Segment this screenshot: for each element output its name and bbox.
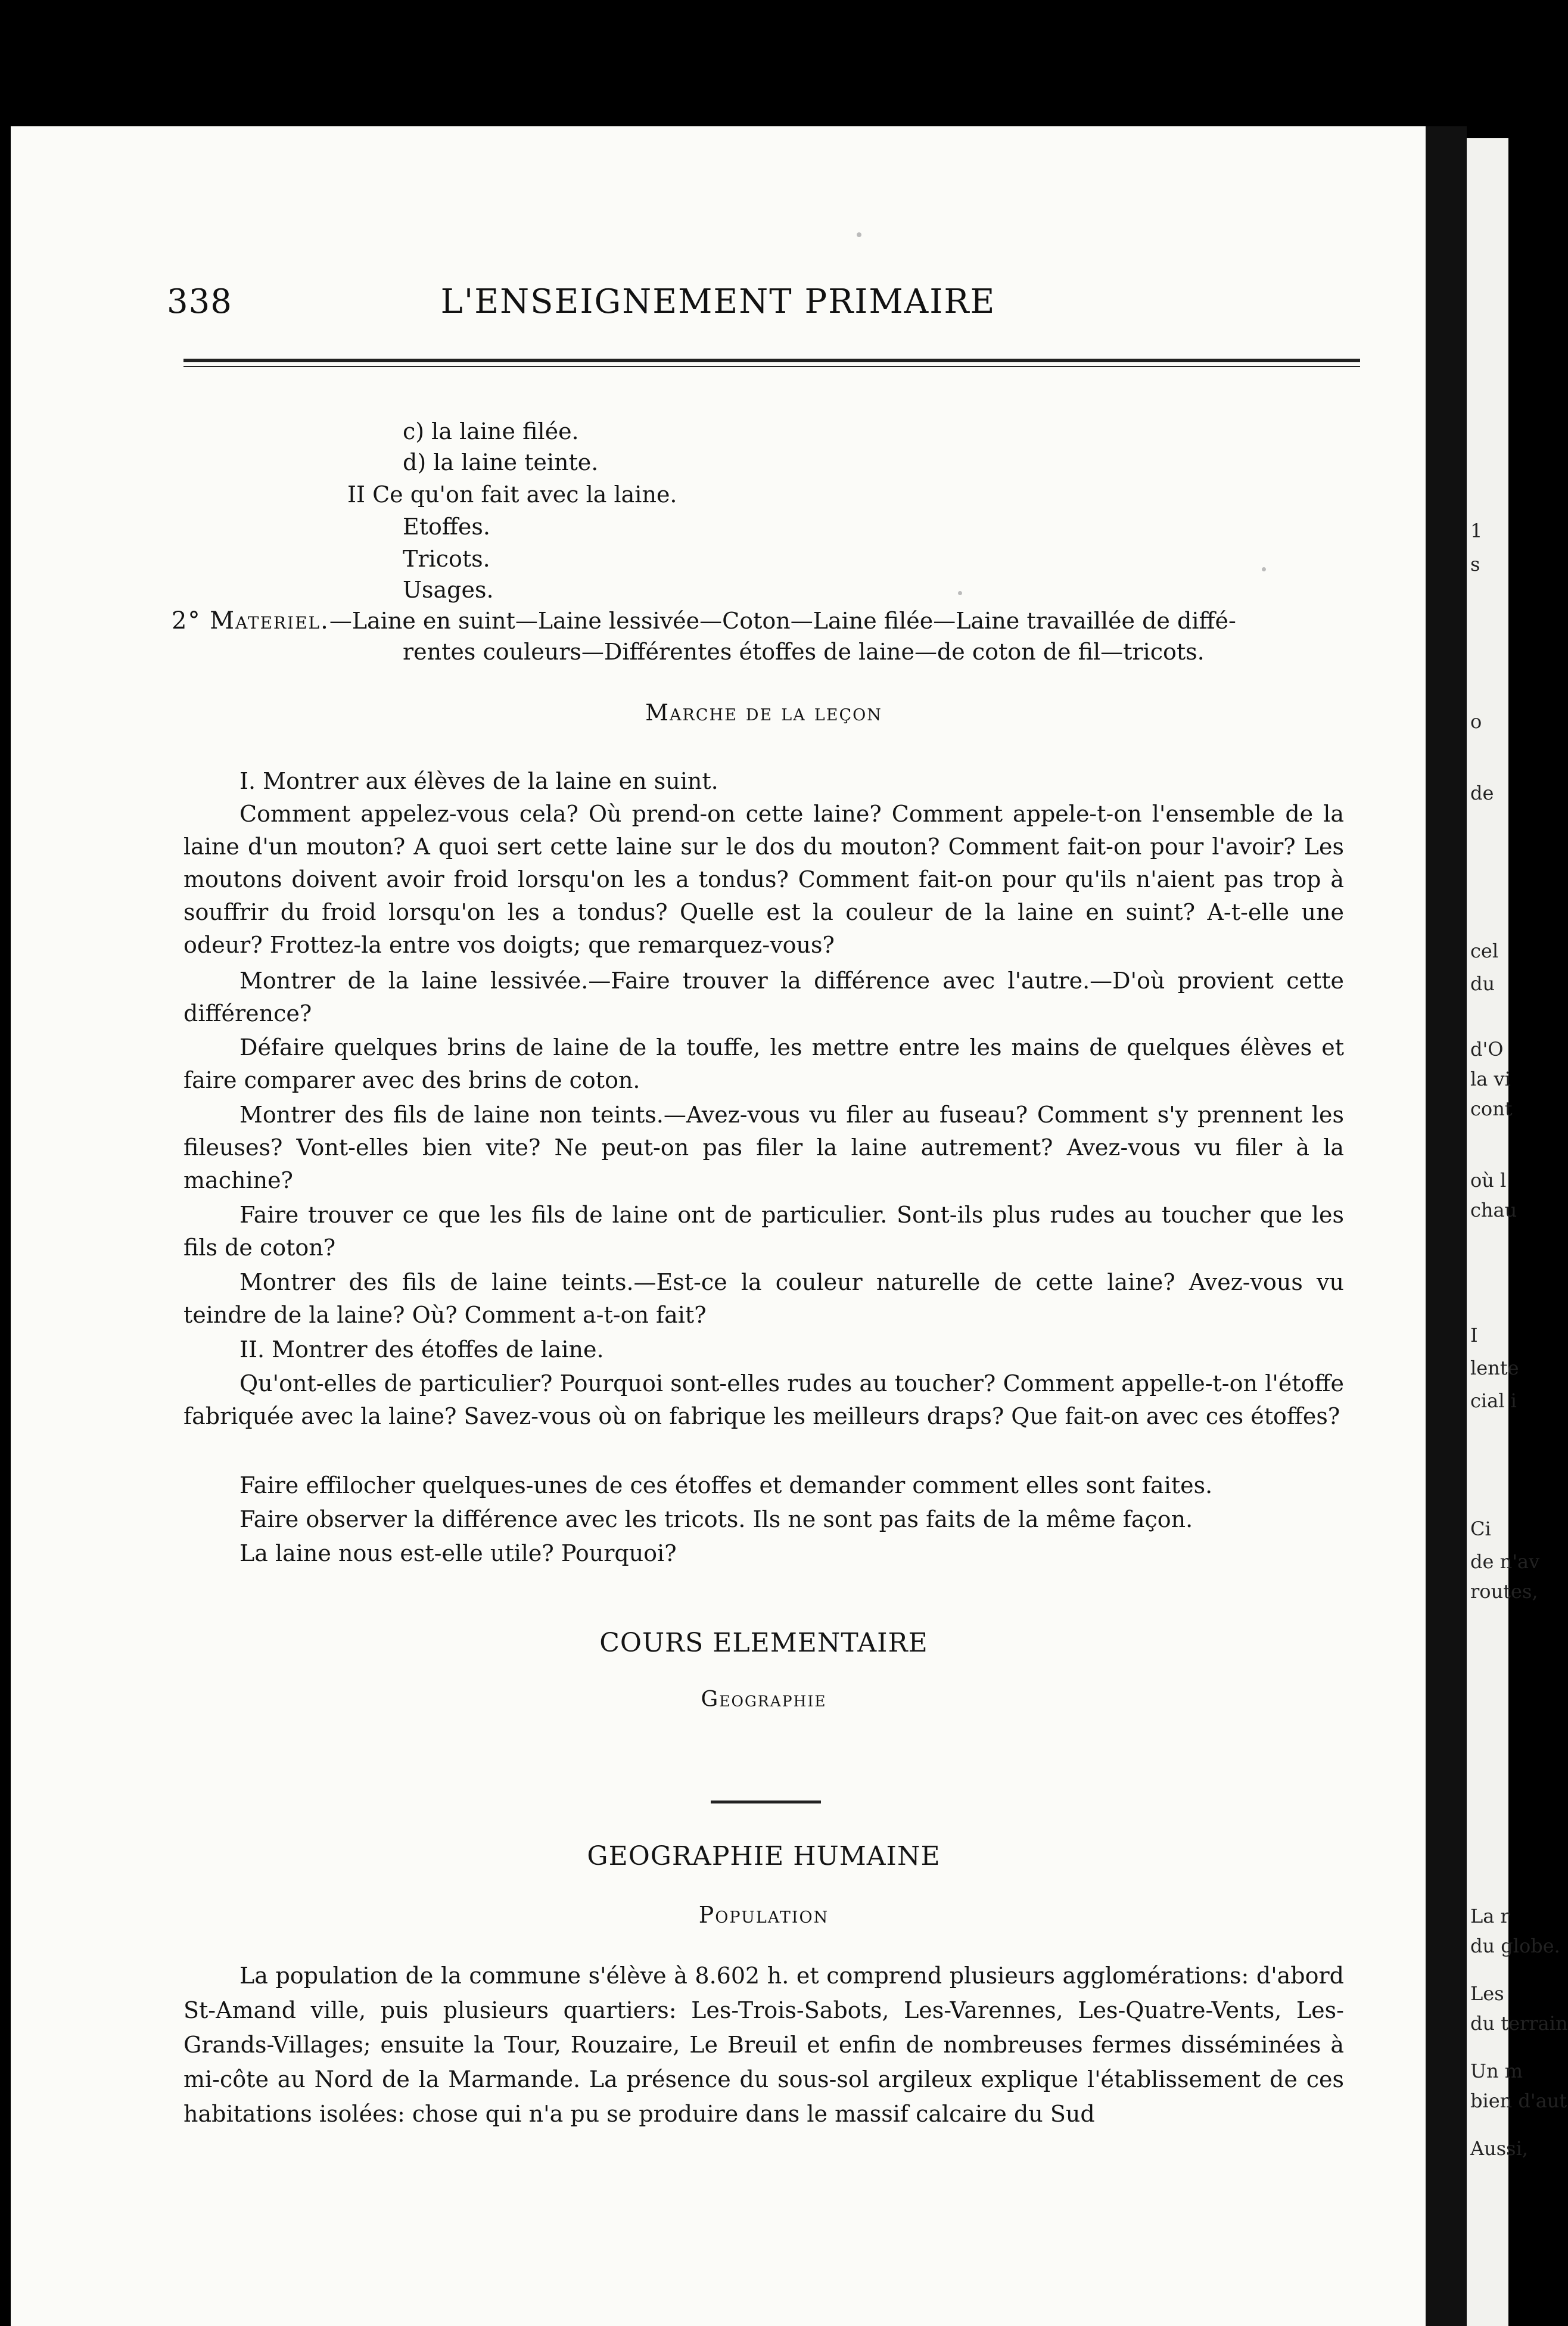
page-number: 338 [167,282,232,321]
speck [857,232,861,237]
right-page-fragment: La r [1470,1905,1510,1927]
right-page-fragment: de [1470,782,1494,804]
book-page-right-edge [1467,138,1568,2326]
right-page-fragment: 1 [1470,520,1483,542]
outline-sub-usages: Usages. [403,577,494,603]
outline-item-d: d) la laine teinte. [403,449,599,475]
speck [958,591,962,595]
right-page-fragment: où l [1470,1169,1507,1192]
lesson-paragraph: Comment appelez-vous cela? Où prend-on cette laine? Comment appele-t-on l'ensemble de la laine d'un mouton? A quoi sert cette laine sur le dos du mouton? Comment fait-on pour l'avoir? Les moutons doivent avoir froid lorsqu'on les a tondus? Comment fait-on pour qu'ils n'aient pas trop à souffrir du froid lorsqu'on les a tondus? Quelle est la couleur de la laine en suint? A-t-elle une odeur? Frottez-la entre vos doigts; que remarquez-vous? [183,801,1344,958]
outline-sub-etoffes: Etoffes. [403,514,490,540]
materiel-label: 2° Materiel. [172,607,329,635]
right-page-fragment: chau [1470,1199,1517,1221]
outline-item-c: c) la laine filée. [403,418,579,444]
lesson-paragraph: Montrer de la laine lessivée.—Faire trouver la différence avec l'autre.—D'où provient cette différence? [183,968,1344,1027]
right-page-fragment: lente [1470,1357,1519,1379]
right-page-fragment: du terrain [1470,2012,1568,2035]
book-page-left [11,126,1426,2326]
right-page-fragment: Ci [1470,1518,1491,1540]
right-page-fragment: cont [1470,1097,1513,1120]
right-page-fragment: cial i [1470,1389,1517,1412]
materiel-line-1: —Laine en suint—Laine lessivée—Coton—Laine filée—Laine travaillée de diffé- [329,608,1236,634]
right-page-fragment: Un m [1470,2060,1523,2082]
right-page-fragment: o [1470,710,1482,733]
right-page-fragment: Les [1470,1982,1504,2005]
header-rule-bottom [183,366,1360,367]
right-page-fragment: Aussi, [1470,2137,1528,2160]
lesson-heading: Marche de la leçon [645,699,882,726]
speck [1262,567,1266,571]
right-page-fragment: la vi [1470,1068,1511,1090]
lesson-paragraph: Faire trouver ce que les fils de laine ont de particulier. Sont-ils plus rudes au toucher que les fils de coton? [183,1202,1344,1261]
lesson-paragraph: I. Montrer aux élèves de la laine en suint. [239,768,718,794]
header-rule-top [183,359,1360,362]
lesson-paragraph: Faire observer la différence avec les tricots. Ils ne sont pas faits de la même façon. [239,1506,1193,1532]
running-title: L'ENSEIGNEMENT PRIMAIRE [440,282,996,321]
right-page-fragment: de n'av [1470,1550,1540,1573]
outline-sub-tricots: Tricots. [403,546,490,572]
outline-section-ii: II Ce qu'on fait avec la laine. [347,481,677,508]
lesson-paragraph: Montrer des fils de laine teints.—Est-ce la couleur naturelle de cette laine? Avez-vous vu teindre de la laine? Où? Comment a-t-on fait? [183,1269,1344,1328]
right-page-fragment: cel [1470,940,1499,962]
right-page-fragment: s [1470,553,1480,576]
right-page-fragment: bien d'aut [1470,2089,1567,2112]
right-page-fragment: I [1470,1324,1478,1347]
lesson-paragraph: II. Montrer des étoffes de laine. [239,1336,604,1363]
lesson-paragraph: La laine nous est-elle utile? Pourquoi? [239,1540,677,1566]
lesson-paragraph: Faire effilocher quelques-unes de ces étoffes et demander comment elles sont faites. [239,1472,1213,1498]
lesson-paragraph: Défaire quelques brins de laine de la touffe, les mettre entre les mains de quelques élèves et faire comparer avec des brins de coton. [183,1034,1344,1093]
right-page-fragment: du globe. [1470,1935,1560,1957]
cours-subject: Geographie [701,1687,827,1712]
geo-subtitle: Population [698,1902,829,1928]
materiel-line-2: rentes couleurs—Différentes étoffes de laine—de coton de fil—tricots. [403,639,1205,665]
right-page-fragment: du [1470,972,1495,995]
cours-title: COURS ELEMENTAIRE [599,1628,928,1658]
geo-paragraph: La population de la commune s'élève à 8.602 h. et comprend plusieurs agglomérations: d'abord St-Amand ville, puis plusieurs quartiers: Les-Trois-Sabots, Les-Varennes, Les-Quatre-Vents, Les-Grands-Villages; ensuite la Tour, Rouzaire, Le Breuil et enfin de nombreuses fermes disséminées à mi-côte au Nord de la Marmande. La présence du sous-sol argileux explique l'établissement de ces habitations isolées: chose qui n'a pu se produire dans le massif calcaire du Sud [183,1963,1344,2127]
book-gutter [1426,126,1467,2326]
lesson-paragraph: Qu'ont-elles de particulier? Pourquoi sont-elles rudes au toucher? Comment appelle-t-on l'étoffe fabriquée avec la laine? Savez-vous où on fabrique les meilleurs draps? Que fait-on avec ces étoffes? [183,1370,1344,1429]
lesson-paragraph: Montrer des fils de laine non teints.—Avez-vous vu filer au fuseau? Comment s'y prennent les fileuses? Vont-elles bien vite? Ne peut-on pas filer la laine autrement? Avez-vous vu filer à la machine? [183,1102,1344,1193]
right-page-fragment: routes, [1470,1580,1538,1603]
geo-title: GEOGRAPHIE HUMAINE [587,1841,941,1871]
right-page-fragment: d'O [1470,1038,1504,1061]
section-divider [711,1801,821,1803]
